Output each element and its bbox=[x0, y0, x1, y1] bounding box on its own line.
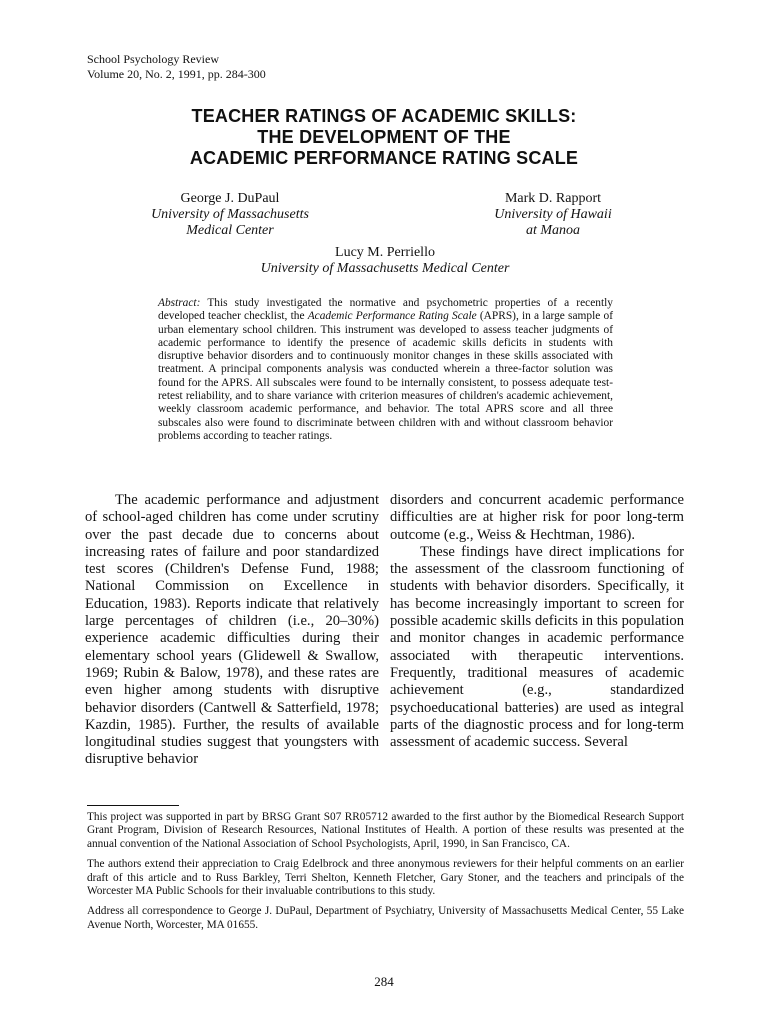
journal-name: School Psychology Review bbox=[87, 52, 219, 66]
body-paragraph: The academic performance and adjustment of school-aged children has come under scrutiny over the past decade due to concerns about increasing rates of failure and poor standardized test scores (Children's Defense Fund, 1988; National Commission on Excellence in Education, 1983). Reports indicate that relatively large percentages of children (i.e., 20–30%) experience academic difficulties during their elementary school years (Glidewell & Swallow, 1969; Rubin & Balow, 1978), and these rates are even higher among students with disruptive behavior disorders (Cantwell & Satterfield, 1978; Kazdin, 1985). Further, the results of available longitudinal studies suggest that youngsters with disruptive behavior bbox=[85, 492, 379, 768]
author-affiliation: University of Massachusetts bbox=[151, 207, 309, 222]
author-name: George J. DuPaul bbox=[180, 191, 280, 206]
abstract-label: Abstract: bbox=[158, 297, 201, 309]
abstract-text-part-2: (APRS), in a large sample of urban elementary school children. This instrument was developed to assess teacher judgments of academic performance to identify the presence of academic skills deficits in students with disruptive behavior disorders and to continuously monitor changes in these skills associated with treatment. A principal components analysis was conducted wherein a three-factor solution was found for the APRS. All subscales were found to be internally consistent, to possess adequate test-retest reliability, and to share variance with criterion measures of children's academic achievement, weekly classroom academic performance, and behavior. The total APRS score and all three subscales also were found to discriminate between children with and without classroom behavior problems according to teacher ratings. bbox=[158, 310, 613, 442]
author-affiliation: University of Massachusetts Medical Center bbox=[260, 261, 510, 276]
journal-header bbox=[87, 52, 266, 82]
page-number: 284 bbox=[374, 974, 394, 989]
abstract-scale-name: Academic Performance Rating Scale bbox=[307, 310, 477, 323]
author-affiliation-line2: Medical Center bbox=[186, 223, 274, 238]
author-affiliation-line2: at Manoa bbox=[525, 223, 581, 238]
body-column-left bbox=[85, 492, 379, 769]
title-line-3: ACADEMIC PERFORMANCE RATING SCALE bbox=[189, 148, 579, 168]
title-line-2: THE DEVELOPMENT OF THE bbox=[257, 127, 511, 147]
author-name: Lucy M. Perriello bbox=[335, 245, 435, 260]
author-2 bbox=[440, 191, 666, 239]
journal-issue: Volume 20, No. 2, 1991, pp. 284-300 bbox=[87, 67, 266, 81]
footnote-correspondence: Address all correspondence to George J. DuPaul, Department of Psychiatry, University of Massachusetts Medical Center, 55 Lake Avenue North, Worcester, MA 01655. bbox=[87, 905, 684, 931]
title-line-1: TEACHER RATINGS OF ACADEMIC SKILLS: bbox=[191, 106, 577, 126]
abstract-text-part-1: This study investigated the normative and psychometric properties of a recently developed teacher checklist, the bbox=[158, 297, 613, 323]
footnote-divider bbox=[87, 805, 179, 806]
abstract bbox=[158, 297, 613, 443]
author-3 bbox=[200, 245, 570, 277]
body-paragraph: These findings have direct implications for the assessment of the classroom functioning of students with behavior disorders. Specifically, it has become increasingly important to screen for possible academic skills deficits in this population and monitor changes in academic performance associated with therapeutic interventions. Frequently, traditional measures of academic achievement (e.g., standardized psychoeducational batteries) are used as integral parts of the diagnostic process and for long-term assessment of academic success. Several bbox=[390, 543, 684, 751]
author-1 bbox=[120, 191, 340, 239]
footnote-acknowledgments: The authors extend their appreciation to Craig Edelbrock and three anonymous reviewers for their helpful comments on an earlier draft of this article and to Russ Barkley, Terri Shelton, Kenneth Fletcher, Gary Stoner, and the teachers and principals of the Worcester MA Public Schools for their invaluable contributions to this study. bbox=[87, 858, 684, 898]
body-column-right bbox=[390, 492, 684, 751]
author-name: Mark D. Rapport bbox=[504, 191, 602, 206]
footnotes bbox=[87, 811, 684, 939]
footnote-support: This project was supported in part by BRSG Grant S07 RR05712 awarded to the first author by the Biomedical Research Support Grant Program, Division of Research Resources, National Institutes of Health. A portion of these results was presented at the annual convention of the National Association of School Psychologists, April, 1990, in San Francisco, CA. bbox=[87, 811, 684, 850]
body-paragraph-continuation: disorders and concurrent academic performance difficulties are at higher risk for poor long-term outcome (e.g., Weiss & Hechtman, 1986). bbox=[390, 492, 684, 543]
author-affiliation: University of Hawaii bbox=[494, 207, 612, 222]
article-title bbox=[0, 106, 768, 169]
